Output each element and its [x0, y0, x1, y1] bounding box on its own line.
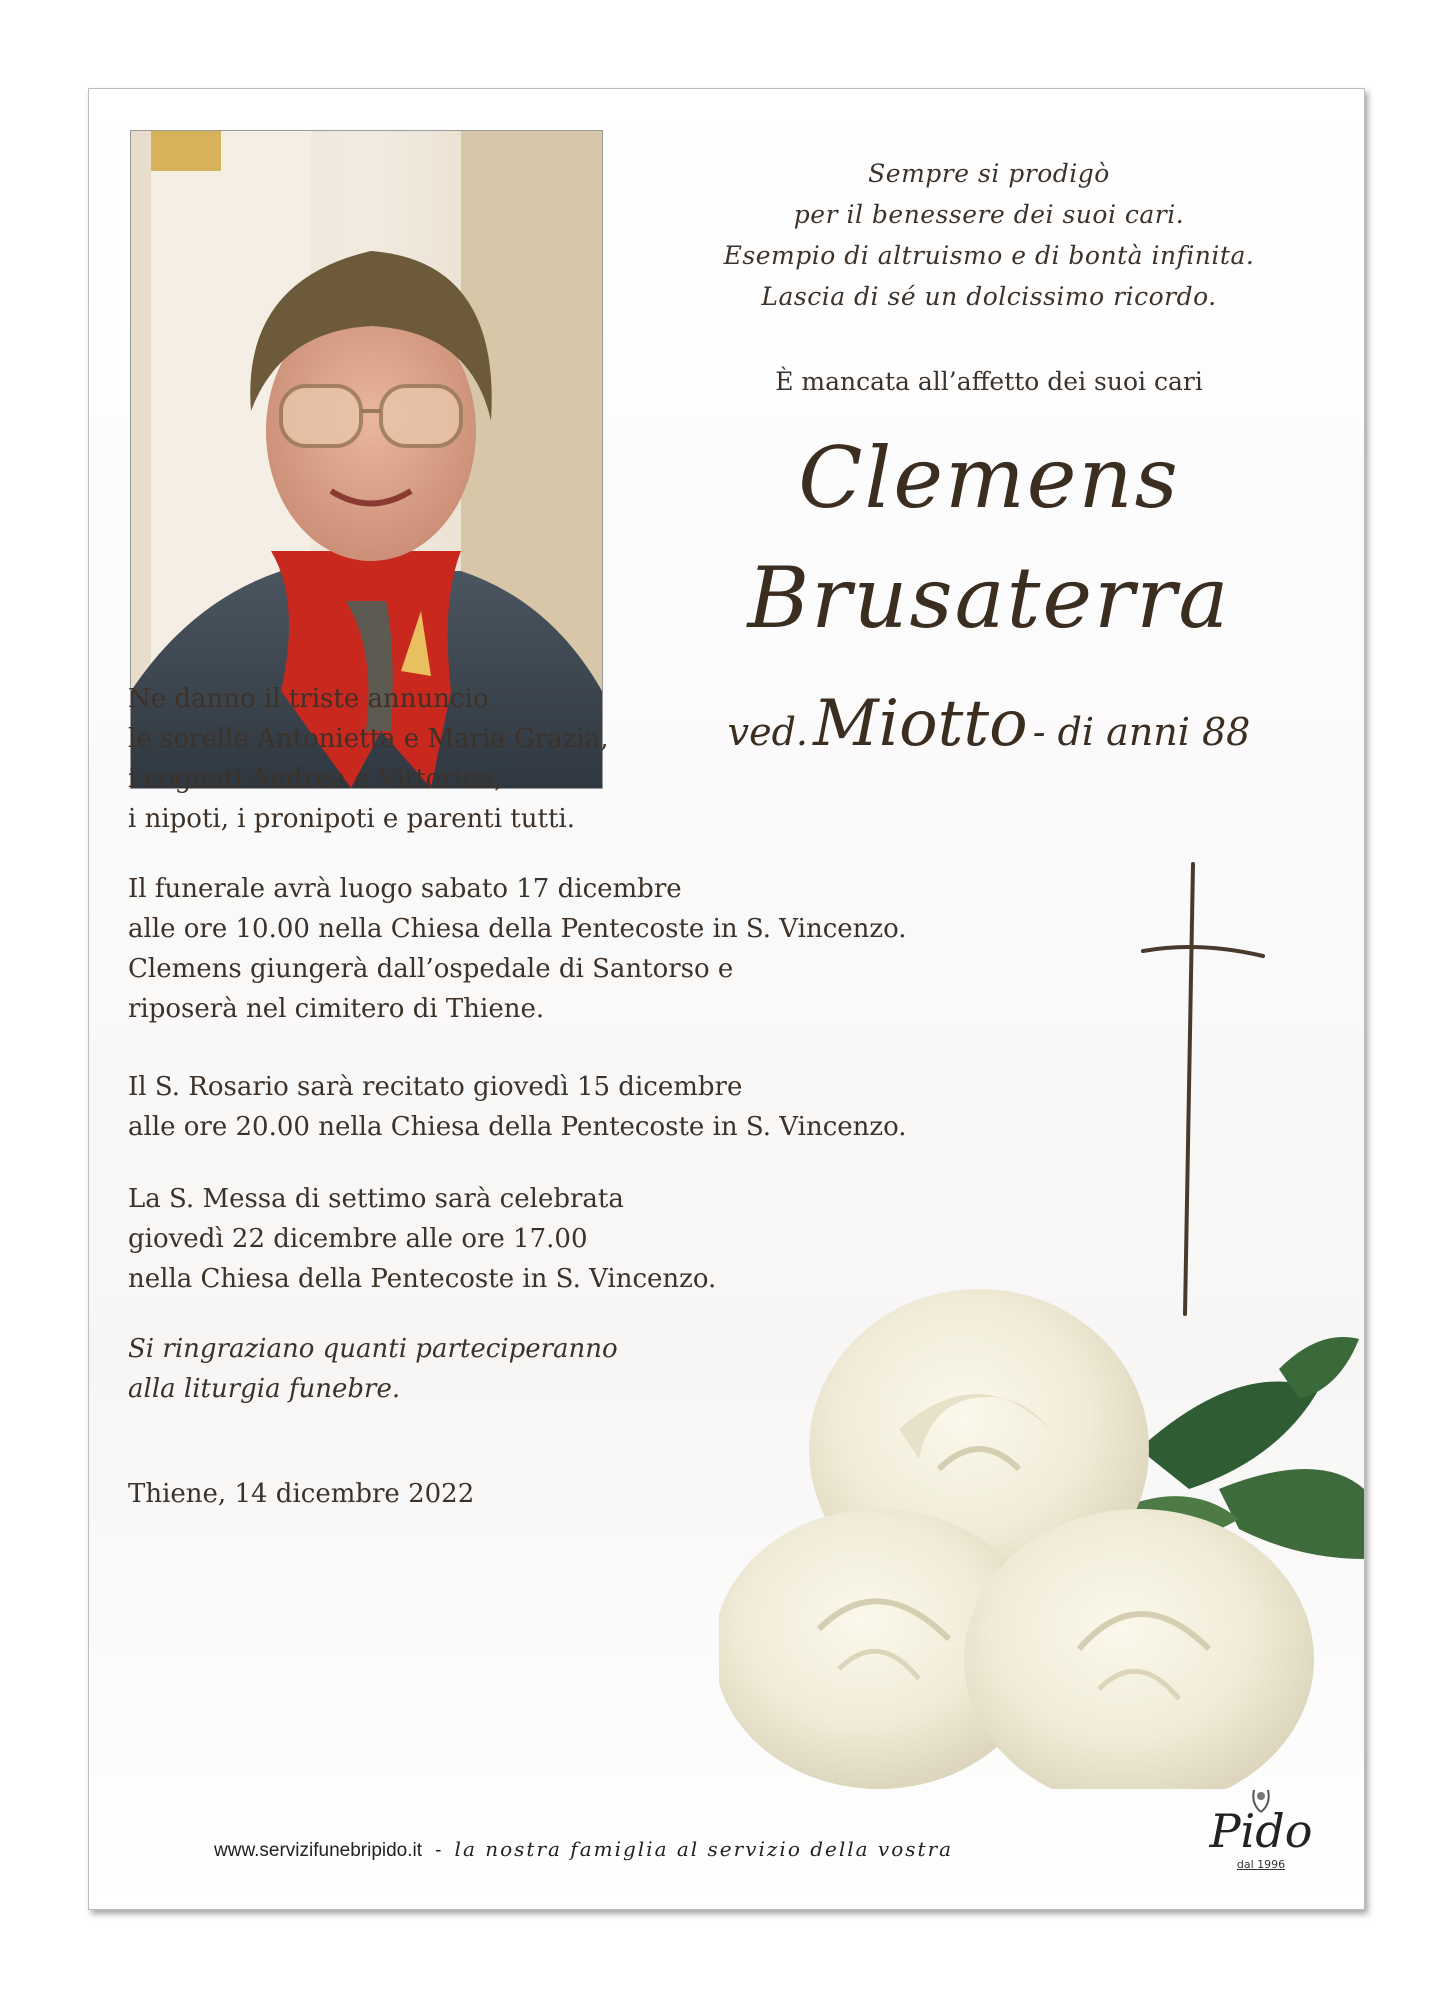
footer-separator: - [435, 1840, 442, 1861]
text-line: riposerà nel cimitero di Thiene. [128, 994, 545, 1024]
text-line: Il funerale avrà luogo sabato 17 dicembre [128, 874, 682, 904]
text-line: alle ore 10.00 nella Chiesa della Pentecoste in S. Vincenzo. [128, 914, 907, 944]
age-text: - di anni 88 [1032, 710, 1251, 754]
text-line: La S. Messa di settimo sarà celebrata [128, 1184, 624, 1214]
website-link[interactable]: www.servizifunebripido.it [214, 1840, 423, 1861]
obituary-card [88, 88, 1365, 1910]
logo-since: dal 1996 [1236, 1858, 1286, 1871]
white-roses-image [719, 1229, 1364, 1789]
text-line: Ne danno il triste annuncio [128, 684, 489, 714]
text-line: Clemens giungerà dall’ospedale di Santorso e [128, 954, 734, 984]
rosary-paragraph [128, 1067, 907, 1147]
text-line: alle ore 20.00 nella Chiesa della Pentecoste in S. Vincenzo. [128, 1112, 907, 1142]
quote-line: Lascia di sé un dolcissimo ricordo. [761, 282, 1217, 311]
funeral-home-logo [1206, 1784, 1316, 1879]
memorial-quote [649, 153, 1329, 317]
footer [214, 1837, 1214, 1862]
text-line: giovedì 22 dicembre alle ore 17.00 [128, 1224, 588, 1254]
footer-motto: la nostra famiglia al servizio della vostra [454, 1837, 954, 1861]
widow-line [649, 687, 1329, 761]
text-line: nella Chiesa della Pentecoste in S. Vincenzo. [128, 1264, 717, 1294]
text-line: alla liturgia funebre. [128, 1374, 401, 1404]
funeral-paragraph [128, 869, 907, 1029]
quote-line: Sempre si prodigò [868, 159, 1110, 188]
text-line: le sorelle Antonietta e Maria Grazia, [128, 724, 609, 754]
deceased-last-name: Brusaterra [747, 549, 1231, 647]
quote-line: per il benessere dei suoi cari. [793, 200, 1185, 229]
mass-paragraph [128, 1179, 716, 1299]
text-line: Si ringraziano quanti parteciperanno [128, 1334, 618, 1364]
widow-prefix: ved. [727, 710, 808, 754]
text-line: i nipoti, i pronipoti e parenti tutti. [128, 804, 575, 834]
text-line: i cognati Andrea e Vittorina, [128, 764, 503, 794]
intro-text: È mancata all’affetto dei suoi cari [775, 367, 1203, 396]
logo-name: Pido [1209, 1804, 1313, 1858]
text-line: Il S. Rosario sarà recitato giovedì 15 dicembre [128, 1072, 743, 1102]
announcement-paragraph [128, 679, 609, 839]
widow-name: Miotto [813, 687, 1028, 761]
deceased-first-name: Clemens [798, 429, 1180, 527]
thanks-paragraph [128, 1329, 618, 1409]
quote-line: Esempio di altruismo e di bontà infinita. [723, 241, 1255, 270]
place-date: Thiene, 14 dicembre 2022 [128, 1479, 475, 1509]
